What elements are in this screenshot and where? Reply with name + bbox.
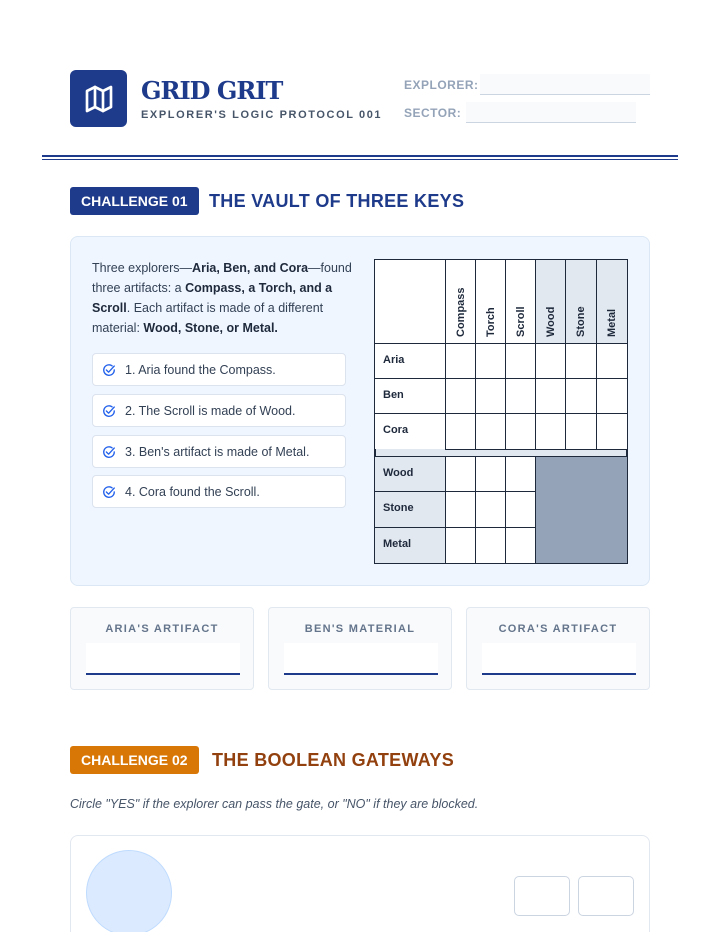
answer-box [466, 607, 650, 690]
grid-cell[interactable] [475, 456, 506, 492]
grid-row-label: Aria [374, 343, 446, 379]
answer-box [70, 607, 254, 690]
grid-cell[interactable] [475, 491, 506, 528]
grid-row-label: Cora [374, 413, 446, 450]
grid-row-label: Ben [374, 378, 446, 414]
check-circle-icon [102, 404, 116, 418]
grid-col-header: Wood [535, 259, 566, 344]
answer-field-aria-artifact[interactable] [86, 643, 240, 675]
grid-cell[interactable] [475, 378, 506, 414]
grid-cell[interactable] [505, 413, 536, 450]
answer-box [268, 607, 452, 690]
puzzle-intro: Three explorers—Aria, Ben, and Cora—found three artifacts: a Compass, a Torch, and a Scroll. Each artifact is made of a different material: Wood, Stone, or Metal. [92, 261, 352, 335]
grid-col-header: Scroll [505, 259, 536, 344]
grid-cell[interactable] [475, 343, 506, 379]
grid-col-header: Torch [475, 259, 506, 344]
grid-cell[interactable] [505, 378, 536, 414]
challenge-02-title: THE BOOLEAN GATEWAYS [212, 750, 455, 770]
grid-cell[interactable] [535, 413, 566, 450]
grid-row-label: Stone [374, 491, 446, 528]
grid-cell[interactable] [445, 343, 476, 379]
challenge-02-instructions: Circle "YES" if the explorer can pass the gate, or "NO" if they are blocked. [70, 797, 479, 811]
grid-cell[interactable] [505, 343, 536, 379]
grid-col-header: Compass [445, 259, 476, 344]
grid-cell[interactable] [475, 527, 506, 564]
challenge-01-title: THE VAULT OF THREE KEYS [209, 191, 465, 211]
check-circle-icon [102, 485, 116, 499]
grid-corner [374, 259, 446, 344]
sector-label: SECTOR: [404, 106, 462, 120]
explorer-avatar [86, 850, 172, 932]
grid-cell[interactable] [445, 491, 476, 528]
explorer-label: EXPLORER: [404, 78, 479, 92]
answer-field-cora-artifact[interactable] [482, 643, 636, 675]
yes-option-box[interactable] [514, 876, 570, 916]
grid-row-label: Metal [374, 527, 446, 564]
grid-cell[interactable] [596, 343, 628, 379]
grid-cell[interactable] [535, 378, 566, 414]
logo [70, 70, 127, 127]
page-title: GRID GRIT [141, 76, 283, 105]
check-circle-icon [102, 445, 116, 459]
grid-cell[interactable] [505, 456, 536, 492]
answer-label: ARIA'S ARTIFACT [105, 623, 219, 635]
grid-cell[interactable] [565, 413, 597, 450]
map-icon [83, 83, 115, 115]
header-divider-thin [42, 159, 678, 160]
clue-item: 2. The Scroll is made of Wood. [92, 394, 346, 427]
explorer-field[interactable] [480, 74, 650, 95]
no-option-box[interactable] [578, 876, 634, 916]
grid-cell[interactable] [535, 343, 566, 379]
header-divider [42, 155, 678, 157]
answer-field-ben-material[interactable] [284, 643, 438, 675]
clue-item: 1. Aria found the Compass. [92, 353, 346, 386]
grid-cell[interactable] [565, 378, 597, 414]
check-circle-icon [102, 363, 116, 377]
page-subtitle: EXPLORER'S LOGIC PROTOCOL 001 [141, 109, 383, 121]
clue-item: 4. Cora found the Scroll. [92, 475, 346, 508]
sector-field[interactable] [466, 102, 636, 123]
grid-cell[interactable] [445, 378, 476, 414]
grid-row-label: Wood [374, 456, 446, 492]
grid-cell[interactable] [445, 527, 476, 564]
grid-col-header: Stone [565, 259, 597, 344]
grid-col-header: Metal [596, 259, 628, 344]
clue-item: 3. Ben's artifact is made of Metal. [92, 435, 346, 468]
challenge-02-badge: CHALLENGE 02 [70, 746, 199, 774]
answer-label: BEN'S MATERIAL [304, 623, 416, 635]
grid-cell[interactable] [445, 456, 476, 492]
grid-cell[interactable] [505, 491, 536, 528]
grid-blocked-region [535, 456, 628, 564]
logic-grid [374, 259, 628, 564]
challenge-01-badge: CHALLENGE 01 [70, 187, 199, 215]
grid-cell[interactable] [596, 413, 628, 450]
grid-cell[interactable] [505, 527, 536, 564]
grid-cell[interactable] [445, 413, 476, 450]
grid-cell[interactable] [565, 343, 597, 379]
grid-cell[interactable] [475, 413, 506, 450]
grid-cell[interactable] [596, 378, 628, 414]
answer-label: CORA'S ARTIFACT [498, 623, 618, 635]
